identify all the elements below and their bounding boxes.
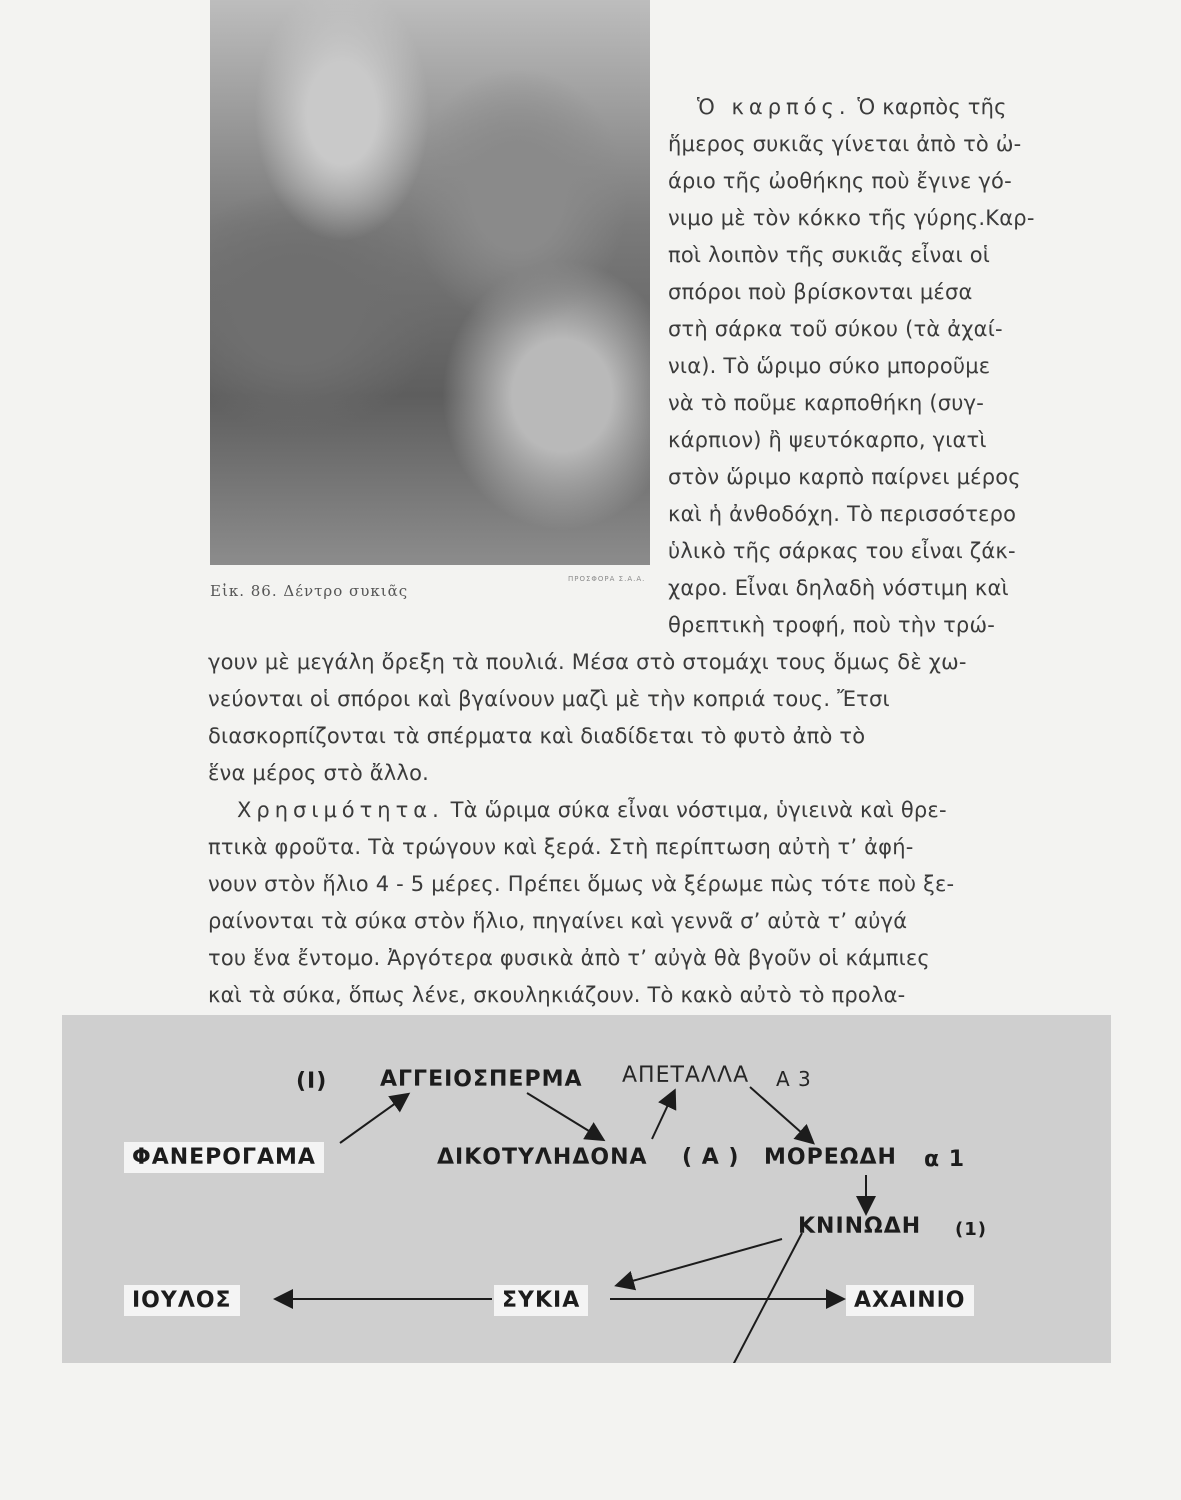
fig-tree-photo: [210, 0, 650, 565]
figure-caption: Εἰκ. 86. Δέντρο συκιᾶς: [210, 582, 409, 600]
text-line: στὸν ὥριμο καρπὸ παίρνει μέρος: [668, 465, 1021, 489]
node-moreodi-mark: α 1: [924, 1147, 966, 1172]
node-apetala-mark: Α 3: [776, 1067, 812, 1091]
text-line: ραίνονται τὰ σύκα στὸν ἥλιο, πηγαίνει καὶ γεννᾶ σ’ αὐτὰ τ’ αὐγά: [208, 909, 908, 933]
node-dikotyledona-mark: ( Α ): [682, 1145, 740, 1170]
text-line: ἥμερος συκιᾶς γίνεται ἀπὸ τὸ ὠ-: [668, 132, 1022, 156]
text-line: του ἕνα ἔντομο. Ἀργότερα φυσικὰ ἀπὸ τ’ αὐγὰ θὰ βγοῦν οἱ κάμπιες: [208, 946, 930, 970]
node-faneroghama: ΦΑΝΕΡΟΓΑΜΑ: [124, 1142, 324, 1173]
node-dikotyledona: ΔΙΚΟΤΥΛΗΔΟΝΑ: [437, 1145, 648, 1170]
text-line: κάρπιον) ἢ ψευτόκαρπο, γιατὶ: [668, 428, 987, 452]
node-apetala: ΑΠΕΤΑΛΛΑ: [622, 1063, 750, 1088]
section-heading-use: Χρησιμότητα.: [237, 798, 444, 822]
text-line: άριο τῆς ὠοθήκης ποὺ ἔγινε γό-: [668, 169, 1012, 193]
text-line: Ὁ καρπός. Ὁ καρπὸς τῆς: [697, 95, 1007, 119]
section-heading-fruit: Ὁ καρπός.: [697, 95, 851, 119]
text-line: νια). Τὸ ὥριμο σύκο μποροῦμε: [668, 354, 991, 378]
classification-diagram: [62, 1015, 1111, 1363]
text-line: πτικὰ φροῦτα. Τὰ τρώγουν καὶ ξερά. Στὴ περίπτωση αὐτὴ τ’ ἀφή-: [208, 835, 914, 859]
node-label-roman: (Ι): [296, 1069, 328, 1094]
text-line: Χρησιμότητα. Τὰ ὥριμα σύκα εἶναι νόστιμα, ὑγιεινὰ καὶ θρε-: [237, 798, 947, 822]
text-line: στὴ σάρκα τοῦ σύκου (τὰ ἀχαί-: [668, 317, 1003, 341]
node-knidoi: ΚΝΙΝΩΔΗ: [798, 1214, 922, 1239]
node-ioulos: ΙΟΥΛΟΣ: [124, 1285, 240, 1316]
node-moreodi: ΜΟΡΕΩΔΗ: [764, 1145, 897, 1170]
node-knidoi-mark: (1): [955, 1219, 987, 1240]
node-achainio: ΑΧΑΙΝΙΟ: [846, 1285, 974, 1316]
text-line: νὰ τὸ ποῦμε καρποθήκη (συγ-: [668, 391, 985, 415]
text-line: καὶ τὰ σύκα, ὅπως λένε, σκουληκιάζουν. Τὸ κακὸ αὐτὸ τὸ προλα-: [208, 983, 906, 1007]
node-angiosperma: ΑΓΓΕΙΟΣΠΕΡΜΑ: [380, 1067, 583, 1092]
text-line: διασκορπίζονται τὰ σπέρματα καὶ διαδίδεται τὸ φυτὸ ἀπὸ τὸ: [208, 724, 866, 748]
photo-credit: ΠΡΟΣΦΟΡΑ Σ.Α.Α.: [568, 575, 646, 583]
text-line: ποὶ λοιπὸν τῆς συκιᾶς εἶναι οἱ: [668, 243, 991, 267]
arrow-kninodi-sykia-x: [618, 1239, 782, 1285]
text-line: νιμο μὲ τὸν κόκκο τῆς γύρης.Καρ-: [668, 206, 1035, 230]
text-line: καὶ ἡ ἀνθοδόχη. Τὸ περισσότερο: [668, 502, 1017, 526]
text-line: θρεπτικὴ τροφή, ποὺ τὴν τρώ-: [668, 613, 996, 637]
text-line: νουν στὸν ἥλιο 4 - 5 μέρες. Πρέπει ὅμως νὰ ξέρωμε πὼς τότε ποὺ ξε-: [208, 872, 955, 896]
text-line: χαρο. Εἶναι δηλαδὴ νόστιμη καὶ: [668, 576, 1009, 600]
text-line: σπόροι ποὺ βρίσκονται μέσα: [668, 280, 973, 304]
text-line: νεύονται οἱ σπόροι καὶ βγαίνουν μαζὶ μὲ τὴν κοπριά τους. Ἔτσι: [208, 687, 890, 711]
text-line: ἕνα μέρος στὸ ἄλλο.: [208, 761, 429, 785]
text-line: γουν μὲ μεγάλη ὄρεξη τὰ πουλιά. Μέσα στὸ στομάχι τους ὅμως δὲ χω-: [208, 650, 967, 674]
node-sykia: ΣΥΚΙΑ: [494, 1285, 588, 1316]
text-line: ὑλικὸ τῆς σάρκας του εἶναι ζάκ-: [668, 539, 1016, 563]
